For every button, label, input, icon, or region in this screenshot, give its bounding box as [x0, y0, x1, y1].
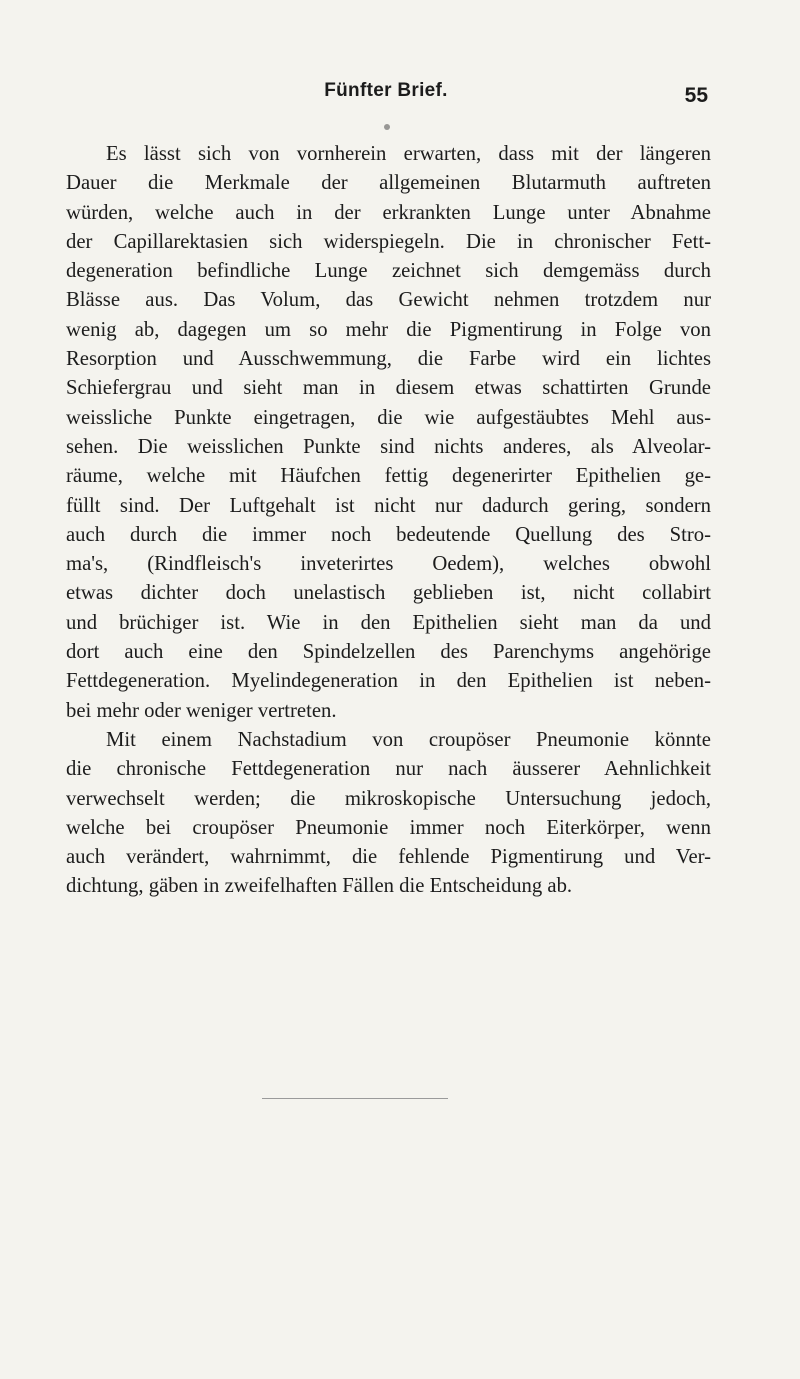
body-text [66, 140, 711, 902]
print-mark [384, 124, 390, 130]
text-line: verwechselt werden; die mikroskopische Untersuchung jedoch, [66, 787, 711, 810]
text-line: Dauer die Merkmale der allgemeinen Blutarmuth auftreten [66, 172, 711, 195]
text-line: füllt sind. Der Luftgehalt ist nicht nur dadurch gering, sondern [66, 494, 711, 517]
text-line: Blässe aus. Das Volum, das Gewicht nehmen trotzdem nur [66, 289, 711, 312]
footer-rule [262, 1098, 448, 1099]
text-line: weissliche Punkte eingetragen, die wie aufgestäubtes Mehl aus- [66, 406, 711, 429]
text-line: dort auch eine den Spindelzellen des Parenchyms angehörige [66, 641, 711, 664]
text-line: wenig ab, dagegen um so mehr die Pigmentirung in Folge von [66, 318, 711, 341]
page-header [66, 80, 706, 110]
text-line: Fettdegeneration. Myelindegeneration in den Epithelien ist neben- [66, 670, 711, 693]
text-line: bei mehr oder weniger vertreten. [66, 699, 337, 722]
paragraph-2 [66, 726, 711, 902]
text-line: auch durch die immer noch bedeutende Quellung des Stro- [66, 523, 711, 546]
text-line: ma's, (Rindfleisch's inveterirtes Oedem), welches obwohl [66, 553, 711, 576]
page-number: 55 [684, 84, 708, 107]
text-line: Es lässt sich von vornherein erwarten, dass mit der längeren [106, 143, 711, 165]
text-line: sehen. Die weisslichen Punkte sind nichts anderes, als Alveolar- [66, 435, 711, 458]
text-line: würden, welche auch in der erkrankten Lunge unter Abnahme [66, 201, 711, 224]
text-line: und brüchiger ist. Wie in den Epithelien sieht man da und [66, 611, 711, 634]
text-line: die chronische Fettdegeneration nur nach äusserer Aehnlichkeit [66, 758, 711, 781]
text-line: der Capillarektasien sich widerspiegeln. Die in chronischer Fett- [66, 230, 711, 253]
running-title: Fünfter Brief. [324, 80, 448, 101]
text-line: welche bei croupöser Pneumonie immer noch Eiterkörper, wenn [66, 816, 711, 839]
text-line: etwas dichter doch unelastisch geblieben ist, nicht collabirt [66, 582, 711, 605]
text-line: räume, welche mit Häufchen fettig degenerirter Epithelien ge- [66, 465, 711, 488]
text-line: Schiefergrau und sieht man in diesem etwas schattirten Grunde [66, 377, 711, 400]
text-line: Resorption und Ausschwemmung, die Farbe wird ein lichtes [66, 348, 711, 371]
paragraph-1 [66, 140, 711, 726]
text-line: Mit einem Nachstadium von croupöser Pneumonie könnte [106, 728, 711, 751]
text-line: auch verändert, wahrnimmt, die fehlende Pigmentirung und Ver- [66, 846, 711, 869]
text-line: dichtung, gäben in zweifelhaften Fällen die Entscheidung ab. [66, 875, 573, 898]
text-line: degeneration befindliche Lunge zeichnet sich demgemäss durch [66, 260, 711, 283]
